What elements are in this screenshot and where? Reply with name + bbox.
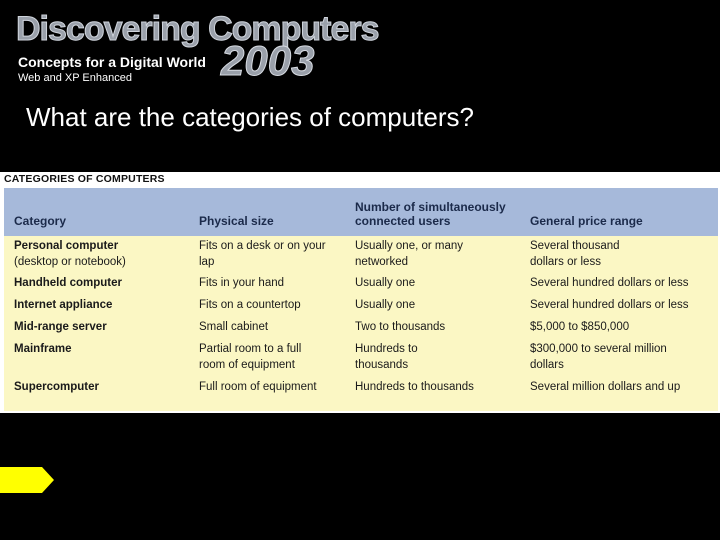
- row-category: Mainframe: [14, 343, 72, 355]
- header-physical-size: Physical size: [199, 214, 274, 228]
- table-figure: [0, 172, 720, 413]
- row-category: Supercomputer: [14, 381, 99, 393]
- row-size: Full room of equipment: [199, 381, 317, 393]
- row-size: Partial room to a full room of equipment: [199, 343, 302, 371]
- logo-subtitle: Concepts for a Digital World: [18, 54, 206, 70]
- header-price: General price range: [530, 214, 643, 228]
- logo-title: Discovering Computers: [16, 10, 379, 48]
- row-size: Small cabinet: [199, 321, 269, 333]
- header-category: Category: [14, 214, 67, 228]
- slide-question: What are the categories of computers?: [26, 102, 475, 132]
- row-users: Two to thousands: [355, 321, 446, 333]
- logo-year: 2003: [221, 37, 315, 84]
- row-price: Several million dollars and up: [530, 381, 681, 393]
- row-category: Personal computer: [14, 240, 119, 252]
- row-price: $300,000 to several million dollars: [530, 343, 667, 371]
- yellow-arrow-icon: [0, 467, 54, 493]
- row-users: Usually one, or many networked: [355, 240, 464, 268]
- row-category: Mid-range server: [14, 321, 107, 333]
- row-users: Usually one: [355, 277, 416, 289]
- row-category-sub: (desktop or notebook): [14, 256, 126, 268]
- row-users: Hundreds to thousands: [355, 381, 474, 393]
- table-header: [4, 188, 718, 236]
- row-price: Several hundred dollars or less: [530, 277, 689, 289]
- row-price: Several thousand dollars or less: [530, 240, 620, 268]
- table-caption: CATEGORIES OF COMPUTERS: [4, 173, 165, 185]
- row-users: Usually one: [355, 299, 416, 311]
- logo: [16, 10, 379, 88]
- row-users: Hundreds to thousands: [355, 343, 418, 371]
- header-users: Number of simultaneously connected users: [355, 200, 506, 228]
- categories-table: [4, 188, 718, 411]
- row-size: Fits in your hand: [199, 277, 285, 289]
- row-category: Internet appliance: [14, 299, 113, 311]
- row-size: Fits on a desk or on your lap: [199, 240, 326, 268]
- logo-edition: Web and XP Enhanced: [18, 72, 132, 84]
- row-price: $5,000 to $850,000: [530, 321, 630, 333]
- row-category: Handheld computer: [14, 277, 122, 289]
- row-size: Fits on a countertop: [199, 299, 301, 311]
- row-price: Several hundred dollars or less: [530, 299, 689, 311]
